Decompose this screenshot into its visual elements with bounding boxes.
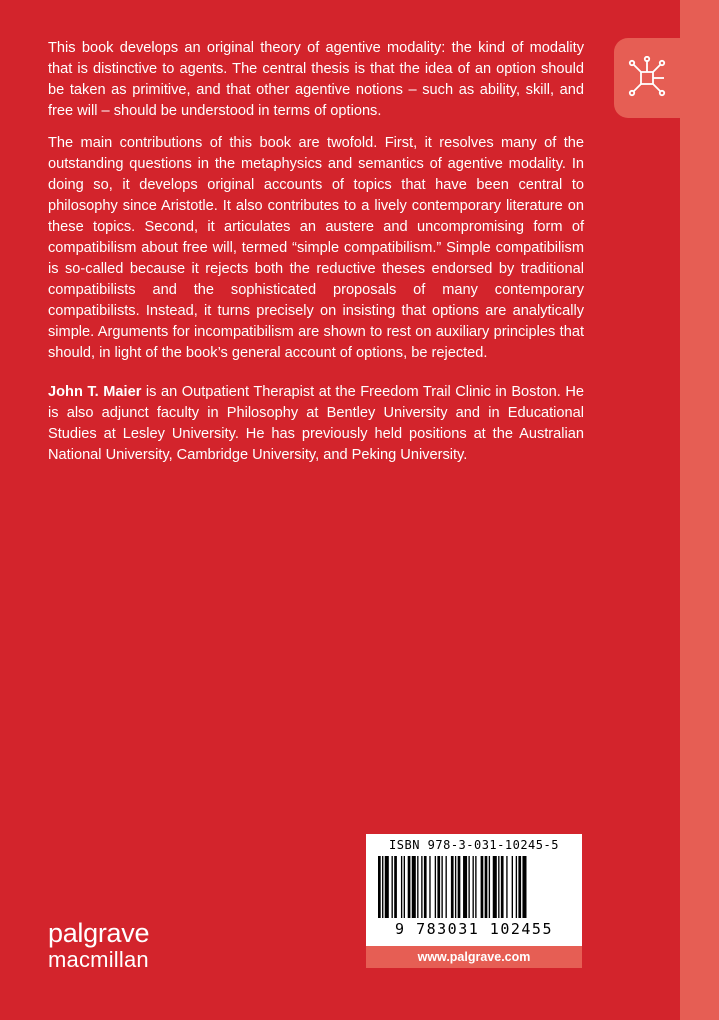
publisher-logo [48, 920, 149, 973]
isbn-label: ISBN 978-3-031-10245-5 [389, 838, 559, 852]
publisher-name-line1: palgrave [48, 918, 150, 948]
publisher-name-line2: macmillan [48, 947, 149, 972]
series-logo-tab [614, 38, 680, 118]
author-name: John T. Maier [48, 384, 142, 400]
blurb-paragraph-1: This book develops an original theory of agentive modality: the kind of modality that is distinctive to agents. The central thesis is that the idea of an option should be taken as primitive, and that other agentive notions – such as ability, skill, and free will – should be understood in terms of options. [48, 40, 584, 119]
right-color-band [680, 0, 719, 1020]
barcode-digits: 9 783031 102455 [395, 920, 553, 938]
publisher-url: www.palgrave.com [366, 946, 582, 968]
barcode-icon [378, 856, 570, 922]
blurb-paragraph-2: The main contributions of this book are twofold. First, it resolves many of the outstanding questions in the metaphysics and semantics of agentive modality. In doing so, it develops original accounts of topics that have been central to philosophy since Aristotle. It also contributes to a lively contemporary literature on these topics. Second, it articulates an austere and uncompromising form of compatibilism about free will, termed “simple compatibilism.” Simple compatibilism is so-called because it rejects both the reductive theses endorsed by traditional compatibilists and the sophisticated proposals of many contemporary compatibilists. Instead, it turns precisely on insisting that options are analytically simple. Arguments for incompatibilism are shown to rest on auxiliary principles that should, in light of the book’s general account of options, be rejected. [48, 135, 584, 361]
back-cover-blurb [48, 38, 584, 477]
network-node-icon [628, 56, 666, 100]
isbn-barcode-box [366, 834, 582, 946]
author-bio: is an Outpatient Therapist at the Freedom Trail Clinic in Boston. He is also adjunct faculty in Philosophy at Bentley University and in Educational Studies at Lesley University. He has previously held positions at the Australian National University, Cambridge University, and Peking University. [48, 384, 584, 463]
author-bio-paragraph [48, 382, 584, 466]
